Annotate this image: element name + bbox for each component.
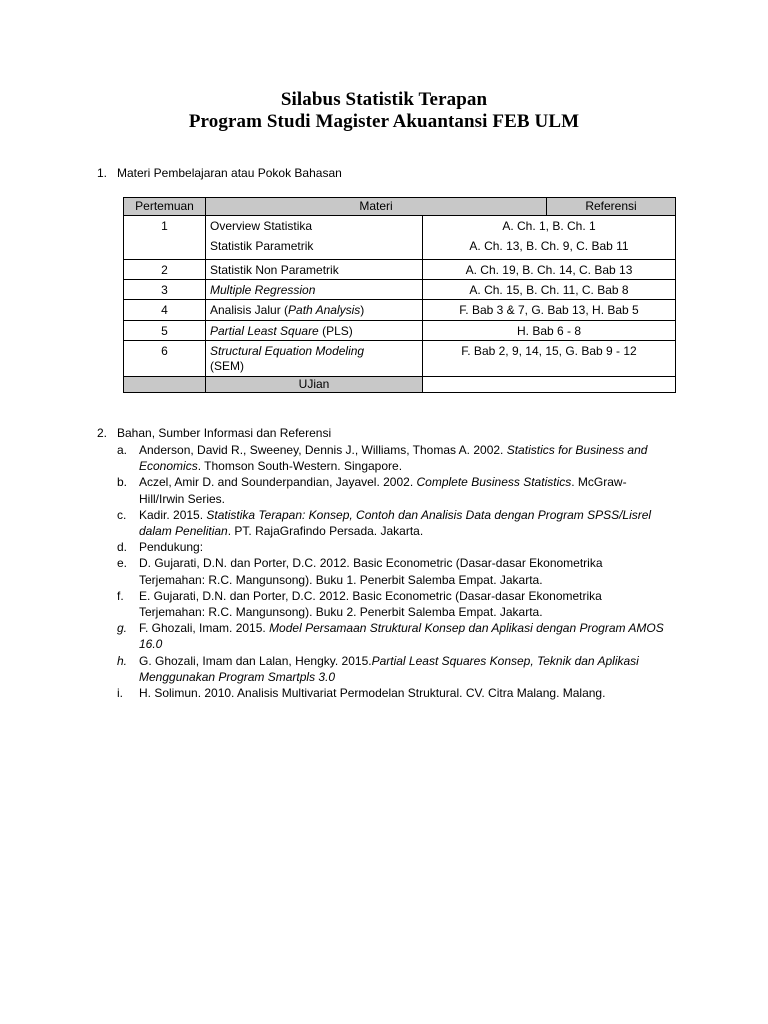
section-1-title: Materi Pembelajaran atau Pokok Bahasan	[117, 166, 342, 180]
list-item-text: Kadir. 2015.	[139, 507, 207, 522]
list-item	[117, 442, 667, 474]
cell-referensi: F. Bab 2, 9, 14, 15, G. Bab 9 - 12	[423, 340, 676, 376]
section-2-number: 2.	[97, 426, 108, 440]
list-item-text-end: . Thomson South-Western. Singapore.	[197, 459, 403, 474]
list-item-text: E. Gujarati, D.N. dan Porter, D.C. 2012. Basic Econometric (Dasar-dasar Ekonometrika Terjemahan: R.C. Mangunsong). Buku 2. Penerbit Salemba Empat. Jakarta.	[139, 588, 602, 620]
section-1-number: 1.	[97, 166, 108, 180]
list-item	[117, 653, 667, 685]
list-item	[117, 685, 667, 701]
list-item-text: F. Ghozali, Imam. 2015.	[139, 621, 270, 636]
header-referensi: Referensi	[547, 198, 676, 216]
table-row	[124, 280, 676, 300]
list-item-italic-title: Partial Least Squares Konsep, Teknik dan Aplikasi Menggunakan Program Smartpls 3.0	[139, 653, 639, 684]
cell-materi	[206, 216, 423, 260]
cell-pertemuan: 5	[124, 320, 206, 340]
reference-list	[117, 442, 667, 701]
cell-materi-suffix: )	[360, 303, 365, 318]
list-item-text: Pendukung:	[139, 540, 204, 555]
table-row	[124, 340, 676, 376]
cell-materi	[206, 300, 423, 320]
list-item-text: G. Ghozali, Imam dan Lalan, Hengky. 2015.	[139, 653, 372, 668]
cell-materi: Multiple Regression	[206, 280, 423, 300]
list-item	[117, 555, 667, 587]
list-item-marker: d.	[117, 540, 128, 555]
cell-referensi: A. Ch. 19, B. Ch. 14, C. Bab 13	[423, 260, 676, 280]
list-item-marker: g.	[117, 621, 128, 636]
table-row	[124, 300, 676, 320]
cell-pertemuan: 4	[124, 300, 206, 320]
header-materi: Materi	[206, 198, 547, 216]
list-item-italic-title: Statistics for Business and Economics	[139, 443, 648, 474]
section-1-heading	[97, 166, 342, 181]
list-item	[117, 588, 667, 620]
list-item-marker: e.	[117, 556, 128, 571]
cell-pertemuan: 1	[124, 216, 206, 260]
cell-materi-line2: (SEM)	[210, 358, 244, 373]
cell-materi-italic: Structural Equation Modeling	[210, 343, 365, 358]
header-pertemuan: Pertemuan	[124, 198, 206, 216]
cell-referensi: A. Ch. 15, B. Ch. 11, C. Bab 8	[423, 280, 676, 300]
cell-referensi-line: A. Ch. 1, B. Ch. 1	[502, 219, 596, 234]
cell-referensi-line: A. Ch. 13, B. Ch. 9, C. Bab 11	[469, 239, 629, 254]
list-item-italic-title: Model Persamaan Struktural Konsep dan Aplikasi dengan Program AMOS 16.0	[139, 621, 664, 652]
cell-materi-suffix: (PLS)	[318, 323, 353, 338]
list-item	[117, 620, 667, 652]
cell-materi-italic: Path Analysis	[288, 303, 361, 318]
list-item-marker: a.	[117, 443, 128, 457]
section-2-heading	[97, 426, 331, 441]
section-2-title: Bahan, Sumber Informasi dan Referensi	[117, 426, 332, 440]
cell-materi: Statistik Non Parametrik	[206, 260, 423, 280]
cell-materi-italic: Partial Least Square	[210, 323, 319, 338]
list-item-marker: i.	[117, 686, 123, 701]
materi-table	[123, 197, 676, 393]
list-item-text-end: . McGraw-Hill/Irwin Series.	[139, 475, 627, 506]
list-item	[117, 507, 667, 539]
cell-referensi: H. Bab 6 - 8	[423, 320, 676, 340]
footer-ref-empty	[423, 376, 676, 392]
list-item-italic-title: Statistika Terapan: Konsep, Contoh dan Analisis Data dengan Program SPSS/Lisrel dalam Penelitian	[139, 507, 652, 539]
list-item	[117, 474, 667, 506]
footer-empty-cell	[124, 376, 206, 392]
list-item-text: Aczel, Amir D. and Sounderpandian, Jayavel. 2002.	[139, 475, 417, 490]
table-row	[124, 216, 676, 260]
cell-pertemuan: 2	[124, 260, 206, 280]
list-item-marker: b.	[117, 475, 128, 490]
list-item-italic-title: Complete Business Statistics	[416, 475, 572, 490]
cell-materi-line: Statistik Parametrik	[210, 239, 314, 254]
list-item	[117, 539, 667, 555]
table-row	[124, 320, 676, 340]
cell-materi-prefix: Analisis Jalur (	[210, 303, 289, 318]
table-row	[124, 260, 676, 280]
document-subtitle: Program Studi Magister Akuantansi FEB ULM	[188, 111, 580, 132]
list-item-marker: f.	[117, 588, 124, 603]
cell-materi	[206, 340, 423, 376]
cell-materi	[206, 320, 423, 340]
cell-referensi	[423, 216, 676, 260]
cell-pertemuan: 3	[124, 280, 206, 300]
cell-pertemuan: 6	[124, 340, 206, 376]
footer-ujian: UJian	[206, 376, 423, 392]
cell-materi-line: Overview Statistika	[210, 219, 313, 234]
list-item-text: D. Gujarati, D.N. dan Porter, D.C. 2012. Basic Econometric (Dasar-dasar Ekonometrika Terjemahan: R.C. Mangunsong). Buku 1. Penerbit Salemba Empat. Jakarta.	[139, 556, 603, 587]
list-item-marker: h.	[117, 653, 128, 668]
document-title: Silabus Statistik Terapan	[280, 89, 488, 110]
list-item-text: Anderson, David R., Sweeney, Dennis J., Williams, Thomas A. 2002.	[139, 443, 507, 457]
list-item-marker: c.	[117, 507, 127, 522]
table-footer-row	[124, 376, 676, 392]
table-header-row	[124, 198, 676, 216]
list-item-text-end: . PT. RajaGrafindo Persada. Jakarta.	[227, 524, 424, 539]
cell-referensi: F. Bab 3 & 7, G. Bab 13, H. Bab 5	[423, 300, 676, 320]
list-item-text: H. Solimun. 2010. Analisis Multivariat Permodelan Struktural. CV. Citra Malang. Malang.	[139, 686, 606, 701]
